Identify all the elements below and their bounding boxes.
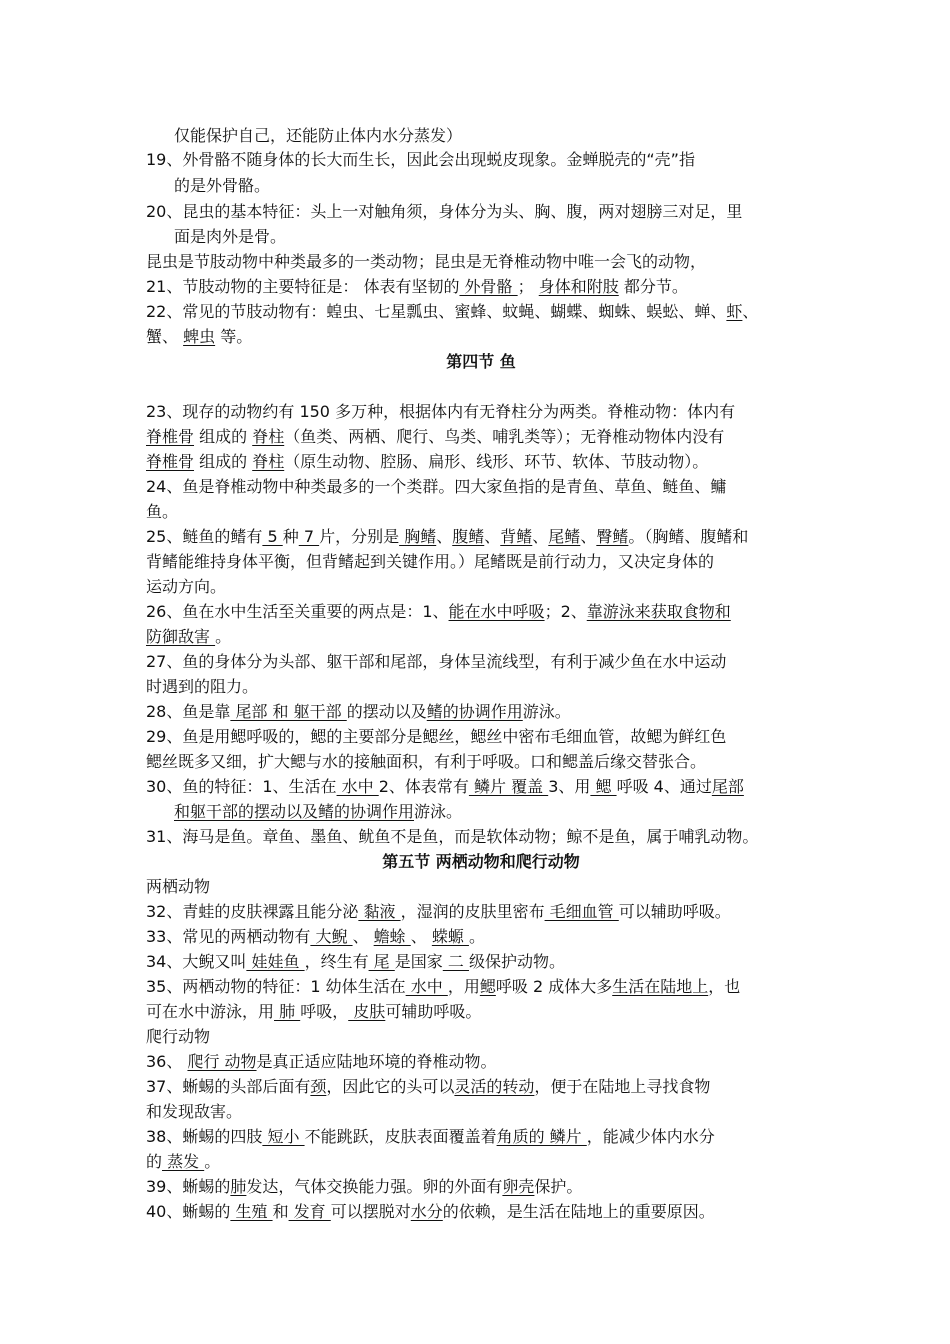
text-line [146,200,742,224]
text-line [146,775,744,799]
text-segment: 是真正适应陆地环境的脊椎动物。 [256,1052,497,1071]
underlined-answer: 臀鳍 [596,527,629,546]
text-line [146,1175,582,1199]
underlined-answer: 生活在陆地上 [612,977,709,996]
text-line [146,750,706,774]
text-segment: 面是肉外是骨。 [174,227,287,246]
text-segment: 的是外骨骼。 [174,176,271,195]
text-segment: 爬行动物 [146,1027,211,1046]
text-line [146,575,226,599]
underlined-answer: 角质的 鳞片 [496,1127,587,1146]
text-segment: 的摆动以及 [346,702,427,721]
text-segment: 的依赖，是生活在陆地上的重要原因。 [442,1202,715,1221]
underlined-answer: 水中 [336,777,379,796]
text-segment: 可辅助呼吸。 [385,1002,482,1021]
text-segment: 是国家 [394,952,443,971]
text-segment: （鱼类、两栖、爬行、鸟类、哺乳类等）；无脊椎动物体内没有 [284,427,725,446]
underlined-answer: 鳞片 覆盖 [468,777,549,796]
text-segment: （原生动物、腔肠、扁形、线形、环节、软体、节肢动物）。 [284,452,709,471]
text-line [146,1025,210,1049]
text-segment: ； [517,277,539,296]
underlined-answer: 腹鳍 [452,527,485,546]
text-segment: 可以摆脱对 [330,1202,411,1221]
text-segment: 游泳。 [414,802,463,821]
underlined-answer: 靠游泳来获取食物和 [586,602,731,621]
underlined-answer: 颈 [310,1077,327,1096]
text-line [146,525,748,549]
text-segment: 28、鱼是靠 [146,702,231,721]
text-segment: 两栖动物 [146,877,211,896]
text-segment: 运动方向。 [146,577,227,596]
text-line [146,550,714,574]
text-segment: 和 [272,1202,289,1221]
text-segment: 保护。 [534,1177,583,1196]
text-segment: 23、现存的动物约有 150 多万种，根据体内有无脊柱分为两类。脊椎动物：体内有 [146,402,736,421]
text-segment: 。（胸鳍、腹鳍和 [628,527,749,546]
text-segment: 鳃丝既多又细，扩大鳃与水的接触面积，有利于呼吸。口和鳃盖后缘交替张合。 [146,752,707,771]
section-heading [146,850,816,874]
text-segment: 29、鱼是用鳃呼吸的，鳃的主要部分是鳃丝，鳃丝中密布毛细血管，故鳃为鲜红色 [146,727,727,746]
underlined-answer: 毛细血管 [544,902,619,921]
underlined-answer: 身体和附肢 [538,277,619,296]
text-segment: 、 [532,527,549,546]
text-segment: 24、鱼是脊椎动物中种类最多的一个类群。四大家鱼指的是青鱼、草鱼、鲢鱼、鳙 [146,477,727,496]
text-line [146,250,706,274]
text-segment: 时遇到的阻力。 [146,677,259,696]
text-segment: 不能跳跃，皮肤表面覆盖着 [304,1127,497,1146]
text-segment: 鱼。 [146,502,179,521]
underlined-answer: 脊柱 [252,452,285,471]
text-segment: 仅能保护自己，还能防止体内水分蒸发） [174,126,463,145]
text-line [146,1150,220,1174]
text-segment: 40、蜥蜴的 [146,1202,231,1221]
text-segment: ，便于在陆地上寻找食物 [534,1077,711,1096]
text-line [146,475,726,499]
text-line [146,1200,715,1224]
text-segment: 背鳍能维持身体平衡，但背鳍起到关键作用。）尾鳍既是前行动力，又决定身体的 [146,552,715,571]
text-line [146,725,726,749]
text-segment: 。 [468,927,485,946]
text-segment: 、 [742,302,759,321]
text-segment: 26、鱼在水中生活至关重要的两点是：1、 [146,602,449,621]
text-segment: 呼吸 2 成体大多 [495,977,613,996]
text-segment: 昆虫是节肢动物中种类最多的一类动物；昆虫是无脊椎动物中唯一会飞的动物， [146,252,707,271]
underlined-answer: 7 [298,527,320,546]
text-segment: 发达，气体交换能力强。卵的外面有 [246,1177,503,1196]
text-line [146,500,178,524]
text-segment: 27、鱼的身体分为头部、躯干部和尾部，身体呈流线型，有利于减少鱼在水中运动 [146,652,727,671]
text-segment: 都分节。 [618,277,688,296]
underlined-answer: 脊柱 [252,427,285,446]
text-segment: 、 [436,527,453,546]
underlined-answer: 脊椎骨 [146,427,195,446]
underlined-answer: 外骨骼 [459,277,518,296]
text-segment: 19、外骨骼不随身体的长大而生长，因此会出现蜕皮现象。金蝉脱壳的“壳”指 [146,150,695,169]
text-segment: ，湿润的皮肤里密布 [400,902,545,921]
text-segment: 的 [146,1152,163,1171]
underlined-answer: 肺 [230,1177,247,1196]
text-segment: 等。 [215,327,253,346]
text-segment: 组成的 [194,452,253,471]
underlined-answer: 短小 [262,1127,305,1146]
underlined-answer: 背鳍 [500,527,533,546]
underlined-answer: 蒸发 [162,1152,205,1171]
text-segment: 20、昆虫的基本特征：头上一对触角须，身体分为头、胸、腹，两对翅膀三对足，里 [146,202,743,221]
text-segment: 呼吸， [300,1002,349,1021]
text-segment: 34、大鲵又叫 [146,952,247,971]
text-segment: 、 [352,927,374,946]
text-segment: 。 [204,1152,221,1171]
underlined-answer: 胸鳍 [399,527,437,546]
text-segment: 36、 [146,1052,188,1071]
text-segment: ，能减少体内水分 [586,1127,715,1146]
text-line [146,1100,242,1124]
text-segment: ，也 [708,977,741,996]
underlined-answer: 水中 [405,977,448,996]
text-line [146,400,735,424]
text-segment: 呼吸 4、通过 [616,777,712,796]
text-segment: ，用 [447,977,480,996]
text-line [146,1000,481,1024]
text-segment: 。 [215,627,232,646]
text-segment: ，因此它的头可以 [326,1077,455,1096]
underlined-answer: 灵活的转动 [454,1077,535,1096]
text-line [146,600,731,624]
text-segment: 可以辅助呼吸。 [618,902,731,921]
text-segment: 组成的 [194,427,253,446]
text-segment: 、 [410,927,432,946]
text-segment: 39、蜥蜴的 [146,1177,231,1196]
text-line [146,1075,710,1099]
text-segment: 可在水中游泳，用 [146,1002,275,1021]
underlined-answer: 发育 [288,1202,331,1221]
text-line [146,300,758,324]
underlined-answer: 5 [262,527,283,546]
text-line [146,875,210,899]
underlined-answer: 和躯干部的摆动以及鳍的协调作用 [174,802,415,821]
underlined-answer: 皮肤 [348,1002,386,1021]
underlined-answer: 鳃 [590,777,617,796]
text-line [174,124,462,148]
text-line [146,925,485,949]
text-segment: 25、鲢鱼的鳍有 [146,527,263,546]
underlined-answer: 尾 [368,952,395,971]
text-line [146,1050,497,1074]
text-line [146,975,740,999]
text-line [146,950,565,974]
text-segment: 第五节 两栖动物和爬行动物 [382,852,580,871]
underlined-answer: 能在水中呼吸 [448,602,545,621]
text-line [146,1125,715,1149]
text-line [146,425,724,449]
underlined-answer: 爬行 动物 [187,1052,257,1071]
text-segment: 31、海马是鱼。章鱼、墨鱼、鱿鱼不是鱼，而是软体动物；鲸不是鱼，属于哺乳动物。 [146,827,759,846]
text-segment: 第四节 鱼 [446,352,516,371]
text-line [146,700,571,724]
underlined-answer: 尾部 和 躯干部 [230,702,347,721]
text-segment: 22、常见的节肢动物有：蝗虫、七星瓢虫、蜜蜂、蚊蝇、蝴蝶、蜘蛛、蜈蚣、蝉、 [146,302,727,321]
text-segment: 、 [580,527,597,546]
text-line [146,900,731,924]
text-segment: 3、用 [548,777,591,796]
text-segment: 级保护动物。 [468,952,565,971]
underlined-answer: 虾 [726,302,743,321]
underlined-answer: 大鲵 [310,927,353,946]
text-segment: 片，分别是 [319,527,400,546]
underlined-answer: 尾鳍 [548,527,581,546]
text-segment: 30、鱼的特征：1、生活在 [146,777,337,796]
underlined-answer: 生殖 [230,1202,273,1221]
underlined-answer: 水分 [410,1202,443,1221]
text-segment: 38、蜥蜴的四肢 [146,1127,263,1146]
text-line [146,450,708,474]
underlined-answer: 二 [442,952,469,971]
text-segment: 33、常见的两栖动物有 [146,927,311,946]
underlined-answer: 卵壳 [502,1177,535,1196]
text-line [174,174,270,198]
text-segment: 2、体表常有 [378,777,469,796]
underlined-answer: 肺 [274,1002,301,1021]
underlined-answer: 蝾螈 [431,927,469,946]
text-segment: ；2、 [544,602,587,621]
text-line [174,225,286,249]
text-line [146,148,695,172]
text-line [146,650,726,674]
underlined-answer: 鳍的协调作用 [426,702,523,721]
underlined-answer: 尾部 [711,777,744,796]
underlined-answer: 黏液 [358,902,401,921]
text-segment: 游泳。 [522,702,571,721]
section-heading [146,350,816,374]
text-line [146,625,231,649]
text-segment: 种 [282,527,299,546]
text-line [146,325,252,349]
text-segment: 和发现敌害。 [146,1102,243,1121]
text-line [146,675,258,699]
text-line [146,825,758,849]
text-segment: 、 [484,527,501,546]
underlined-answer: 脊椎骨 [146,452,195,471]
text-segment: 21、节肢动物的主要特征是： 体表有坚韧的 [146,277,460,296]
underlined-answer: 防御敌害 [146,627,216,646]
text-segment: 蟹、 [146,327,184,346]
text-segment: 37、蜥蜴的头部后面有 [146,1077,311,1096]
underlined-answer: 娃娃鱼 [246,952,305,971]
underlined-answer: 蟾蜍 [373,927,411,946]
text-segment: 35、两栖动物的特征：1 幼体生活在 [146,977,406,996]
text-segment: 32、青蛙的皮肤裸露且能分泌 [146,902,359,921]
text-segment: ，终生有 [304,952,369,971]
text-line [146,275,688,299]
underlined-answer: 鳃 [479,977,496,996]
underlined-answer: 蜱虫 [183,327,216,346]
text-line [174,800,462,824]
